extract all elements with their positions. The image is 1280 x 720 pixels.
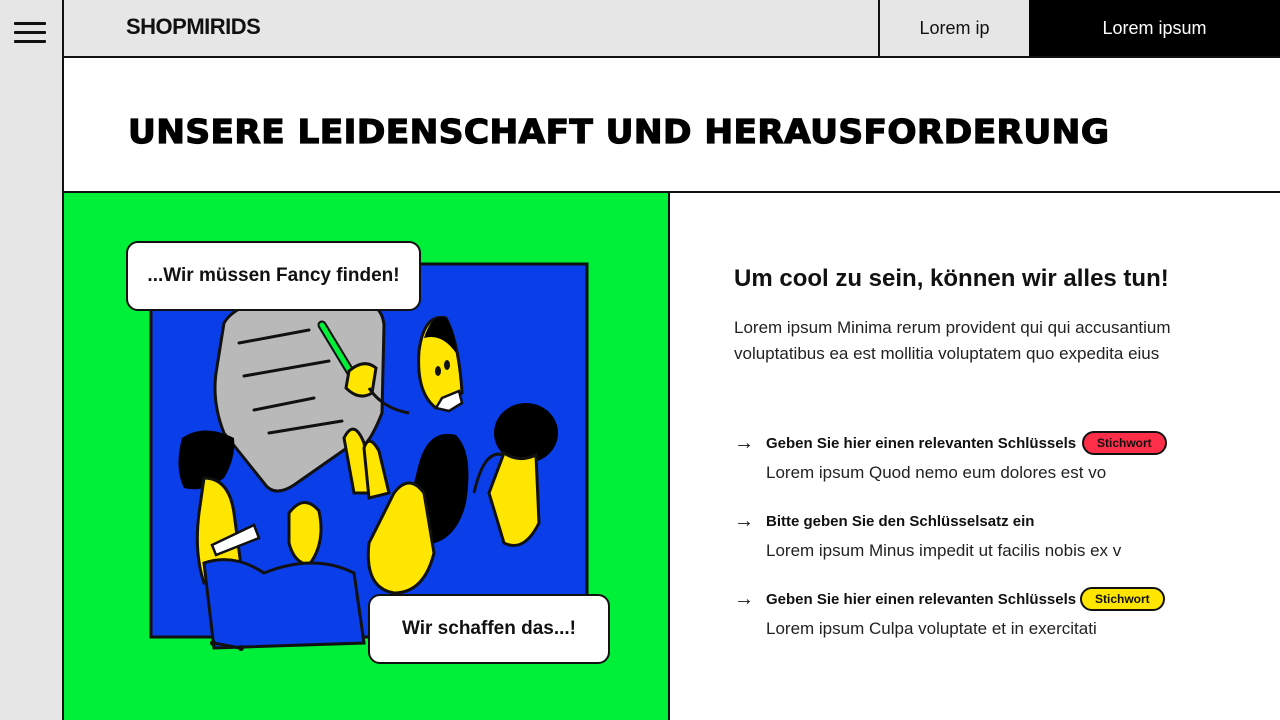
feature-description: Lorem ipsum Culpa voluptate et in exercitati — [766, 619, 1097, 638]
feature-description: Lorem ipsum Quod nemo eum dolores est vo — [766, 463, 1107, 482]
feature-title: Geben Sie hier einen relevanten Schlüssels — [766, 590, 1077, 608]
brand-logo[interactable]: SHOPMIRIDS — [126, 14, 261, 39]
content-section — [670, 193, 1280, 720]
speech-bubble-top: ...Wir müssen Fancy finden! — [126, 241, 421, 311]
keyword-tag[interactable]: Stichwort — [1082, 431, 1167, 455]
headline-section — [64, 58, 1280, 193]
intro-paragraph: Lorem ipsum Minima rerum provident qui qui accusantium voluptatibus ea est mollitia voluptatem quo expedita eius — [734, 318, 1171, 363]
top-navigation-bar — [64, 0, 1280, 58]
feature-title: Bitte geben Sie den Schlüsselsatz ein — [766, 512, 1035, 530]
feature-description: Lorem ipsum Minus impedit ut facilis nobis ex v — [766, 541, 1122, 560]
page-title: UNSERE LEIDENSCHAFT UND HERAUSFORDERUNG — [128, 112, 1110, 151]
nav-link[interactable]: Lorem ip — [878, 0, 1029, 56]
left-rail — [0, 0, 64, 720]
feature-item — [734, 587, 1274, 639]
arrow-right-icon: → — [734, 588, 754, 610]
illustration-panel — [64, 193, 670, 720]
nav-cta-button[interactable]: Lorem ipsum — [1029, 0, 1280, 56]
arrow-right-icon: → — [734, 432, 754, 454]
feature-item — [734, 431, 1274, 483]
feature-item — [734, 509, 1274, 561]
feature-title: Geben Sie hier einen relevanten Schlüssels — [766, 434, 1077, 452]
section-subtitle: Um cool zu sein, können wir alles tun! — [734, 265, 1169, 292]
keyword-tag[interactable]: Stichwort — [1080, 587, 1165, 611]
hamburger-menu-icon[interactable] — [14, 20, 48, 46]
arrow-right-icon: → — [734, 510, 754, 532]
speech-bubble-bottom: Wir schaffen das...! — [368, 594, 610, 664]
